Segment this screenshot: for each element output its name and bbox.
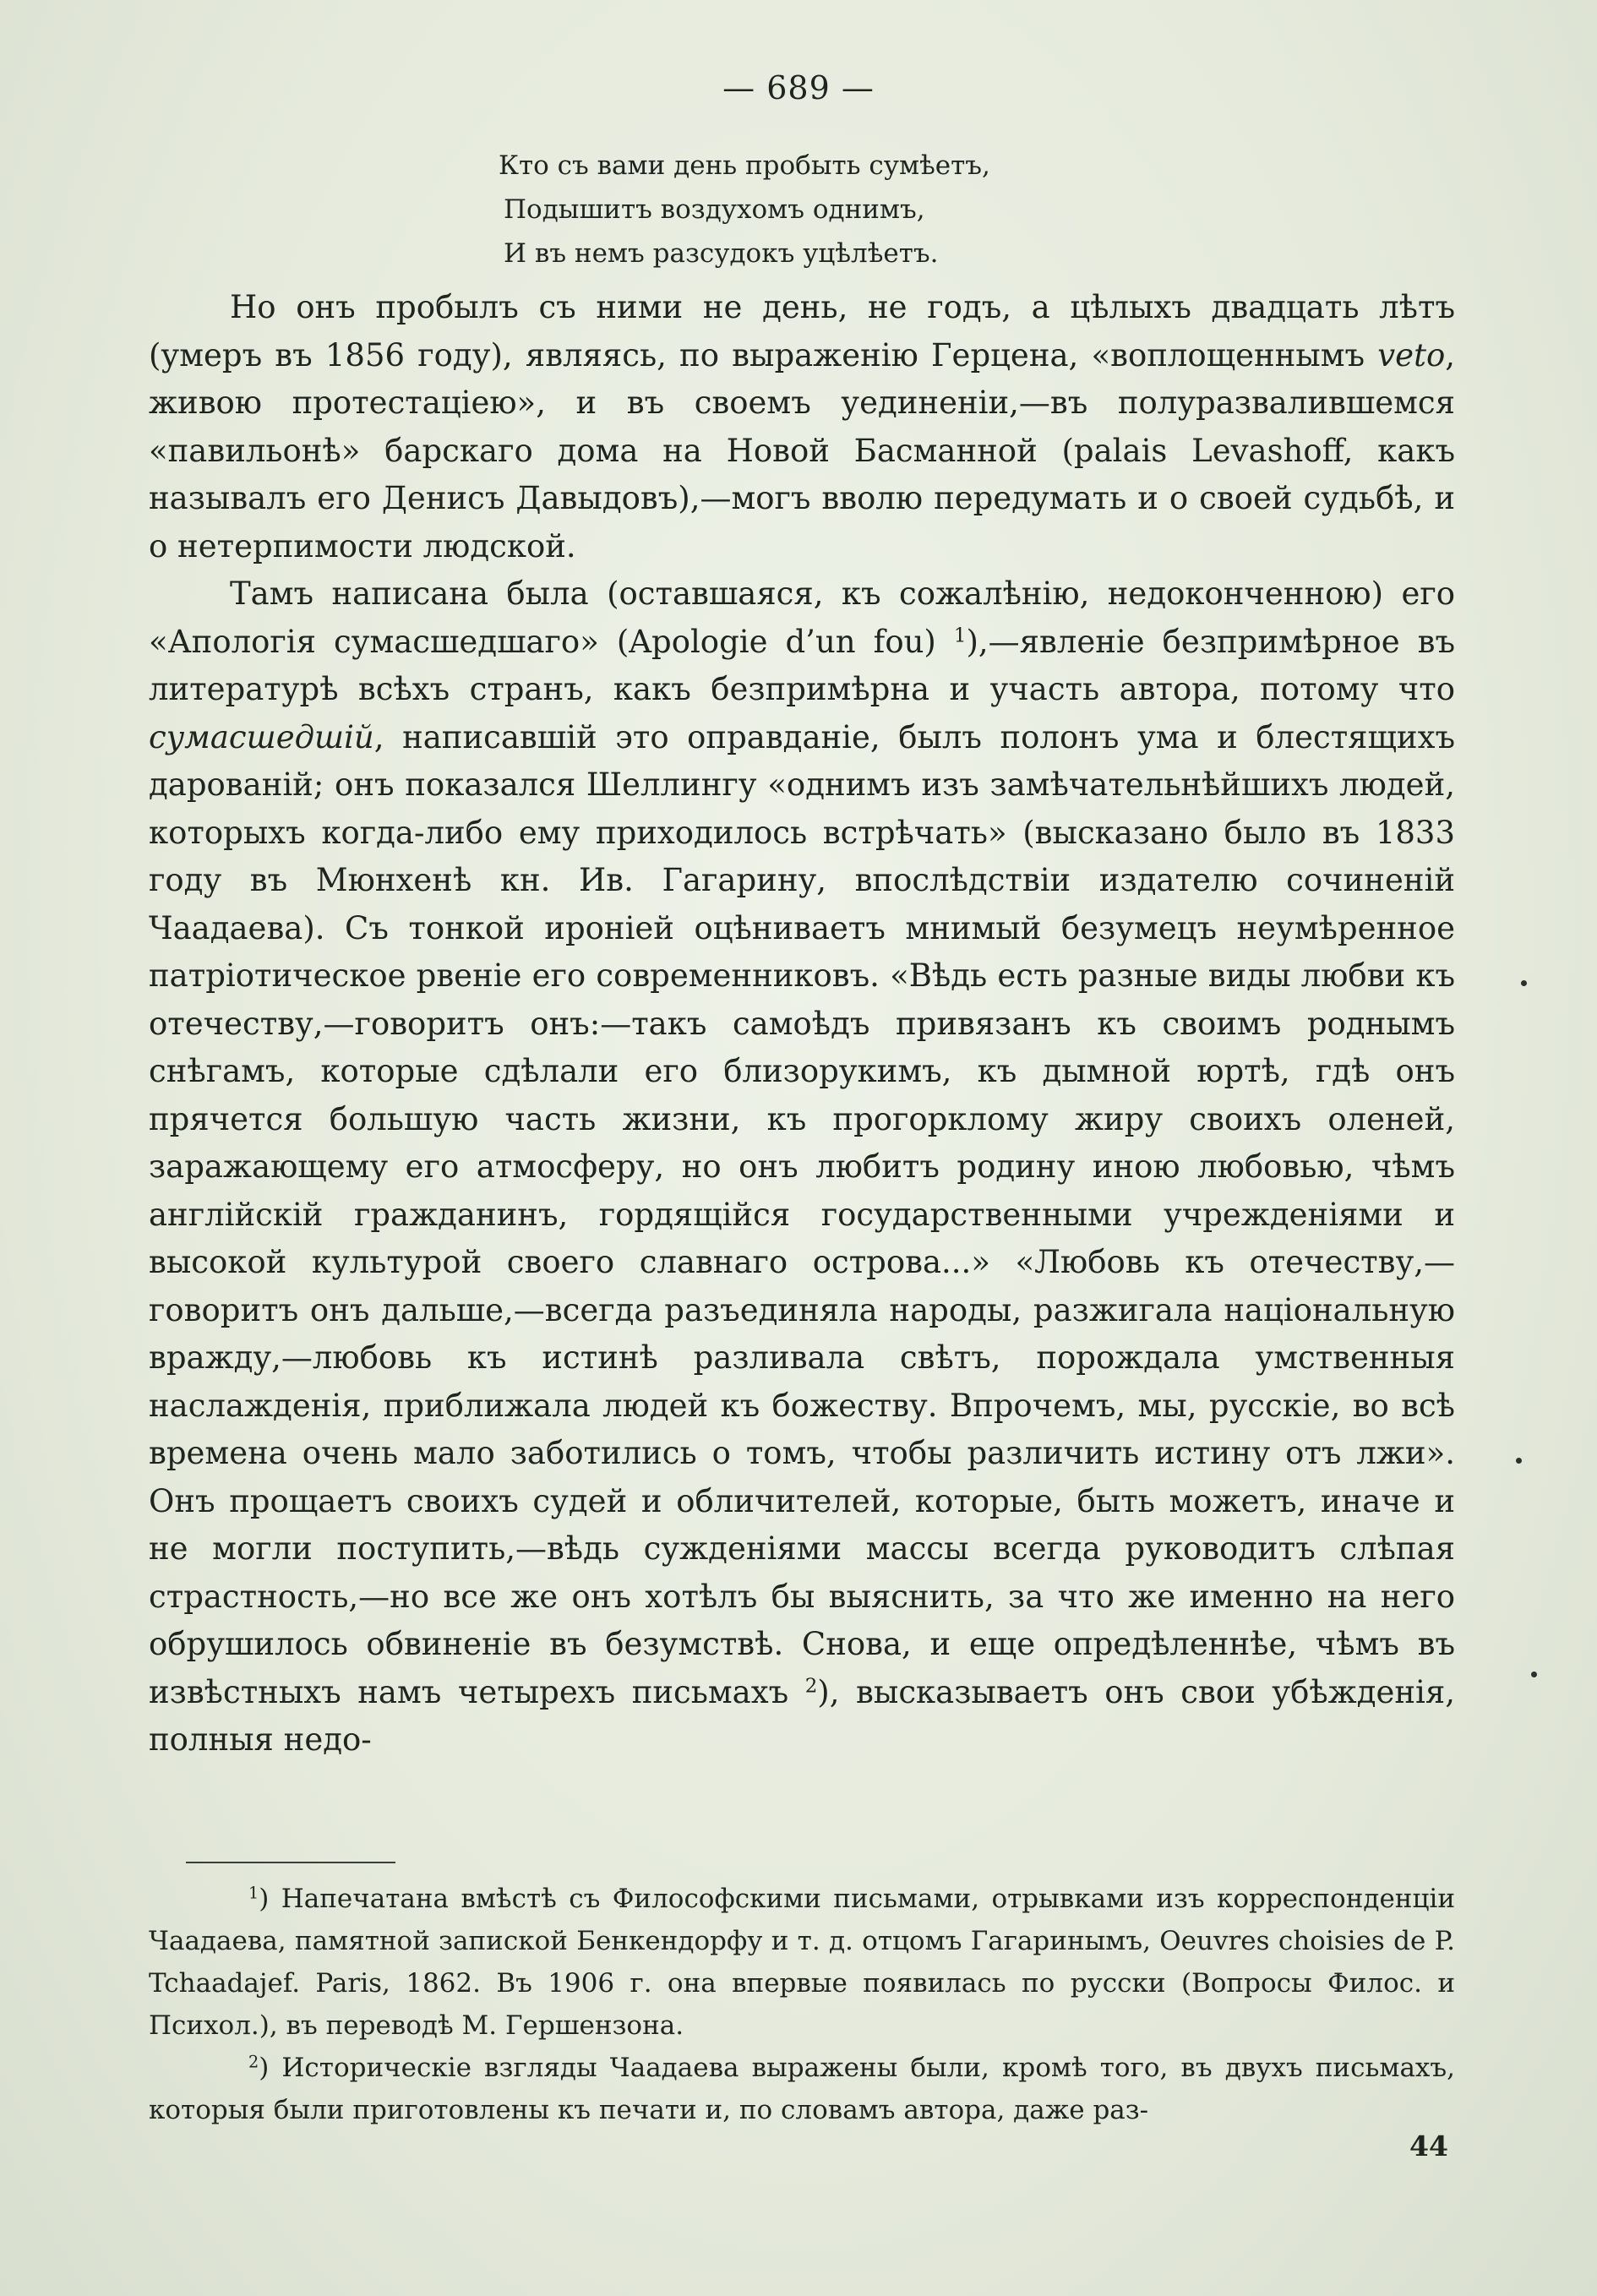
footnote bbox=[149, 1878, 1455, 2047]
footnote-divider bbox=[186, 1862, 395, 1863]
footnote-ref: 1 bbox=[953, 624, 967, 646]
print-speck bbox=[1531, 1672, 1537, 1677]
paragraph bbox=[149, 284, 1455, 570]
footnotes bbox=[149, 1878, 1455, 2131]
italic-term: veto bbox=[1377, 336, 1446, 374]
text-run: Тамъ написана была (оставшаяся, къ сожалѣнію, недоконченною) его «Апологія сумасшедшаго» (Apologie d’un fou) bbox=[149, 575, 1455, 660]
poem-epigraph bbox=[499, 144, 1175, 275]
poem-line: Кто съ вами день пробыть сумѣетъ, bbox=[499, 150, 990, 181]
text-run: , живою протестаціею», и въ своемъ уединеніи,—въ полуразвалившемся «павильонѣ» барскаго дома на Новой Басманной (palais Levashoff, какъ называлъ его Денисъ Давыдовъ),—могъ вволю передумать и о своей судьбѣ, и о нетерпимости людской. bbox=[149, 336, 1455, 564]
footnote bbox=[149, 2047, 1455, 2131]
poem-line: Подышитъ воздухомъ однимъ, bbox=[504, 194, 925, 225]
print-speck bbox=[1521, 980, 1527, 986]
print-speck bbox=[1516, 1458, 1522, 1464]
text-run: , написавшій это оправданіе, былъ полонъ ума и блестящихъ дарованій; онъ показался Шеллингу «однимъ изъ замѣчательнѣйшихъ людей, которыхъ когда-либо ему приходилось встрѣчать» (высказано было въ 1833 году въ Мюнхенѣ кн. Ив. Гагарину, впослѣдствіи издателю сочиненій Чаадаева). Съ тонкой ироніей оцѣниваетъ мнимый безумецъ неумѣренное патріотическое рвеніе его современниковъ. «Вѣдь есть разные виды любви къ отечеству,—говоритъ онъ:—такъ самоѣдъ привязанъ къ своимъ роднымъ снѣгамъ, которые сдѣлали его близорукимъ, къ дымной юртѣ, гдѣ онъ прячется большую часть жизни, къ прогорклому жиру своихъ оленей, заражающему его атмосферу, но онъ любитъ родину иною любовью, чѣмъ англійскій гражданинъ, гордящійся государственными учрежденіями и высокой культурой своего славнаго острова...» «Любовь къ отечеству,—говоритъ онъ дальше,—всегда разъединяла народы, разжигала національную вражду,—любовь къ истинѣ разливала свѣтъ, порождала умственныя наслажденія, приближала людей къ божеству. Впрочемъ, мы, русскіе, во всѣ времена очень мало заботились о томъ, чтобы различить истину отъ лжи». Онъ прощаетъ своихъ судей и обличителей, которые, быть можетъ, иначе и не могли поступить,—вѣдь сужденіями массы всегда руководитъ слѣпая страстность,—но все же онъ хотѣлъ бы выяснить, за что же именно на него обрушилось обвиненіе въ безумствѣ. Снова, и еще опредѣленнѣе, чѣмъ въ извѣстныхъ намъ четырехъ письмахъ bbox=[149, 718, 1455, 1710]
poem-line: И въ немъ разсудокъ уцѣлѣетъ. bbox=[504, 238, 939, 269]
text-run: ), высказываетъ онъ свои убѣжденія, полныя недо- bbox=[149, 1673, 1455, 1758]
footnote-ref: 2 bbox=[804, 1674, 818, 1697]
signature-mark: 44 bbox=[1409, 2130, 1448, 2162]
italic-term: сумасшедшій bbox=[149, 718, 374, 755]
footnote-text: ) Напечатана вмѣстѣ съ Философскими письмами, отрывками изъ корреспонденціи Чаадаева, памятной запиской Бенкендорфу и т. д. отцомъ Гагаринымъ, Oeuvres choisies de P. Tchaadajef. Paris, 1862. Въ 1906 г. она впервые появилась по русски (Вопросы Филос. и Психол.), въ переводѣ М. Гершензона. bbox=[149, 1884, 1455, 2041]
footnote-mark: 2 bbox=[248, 2052, 259, 2072]
main-text bbox=[149, 284, 1455, 1764]
page-number: — 689 — bbox=[722, 69, 875, 106]
footnote-mark: 1 bbox=[248, 1883, 259, 1903]
paragraph bbox=[149, 570, 1455, 1764]
text-run: ),—явленіе безпримѣрное въ литературѣ всѣхъ странъ, какъ безпримѣрна и участь автора, потому что bbox=[149, 623, 1455, 707]
footnote-text: ) Историческіе взгляды Чаадаева выражены были, кромѣ того, въ двухъ письмахъ, которыя были приготовлены къ печати и, по словамъ автора, даже раз- bbox=[149, 2053, 1455, 2125]
text-run: Но онъ пробылъ съ ними не день, не годъ, а цѣлыхъ двадцать лѣтъ (умеръ въ 1856 году), являясь, по выраженію Герцена, «воплощеннымъ bbox=[149, 289, 1455, 374]
